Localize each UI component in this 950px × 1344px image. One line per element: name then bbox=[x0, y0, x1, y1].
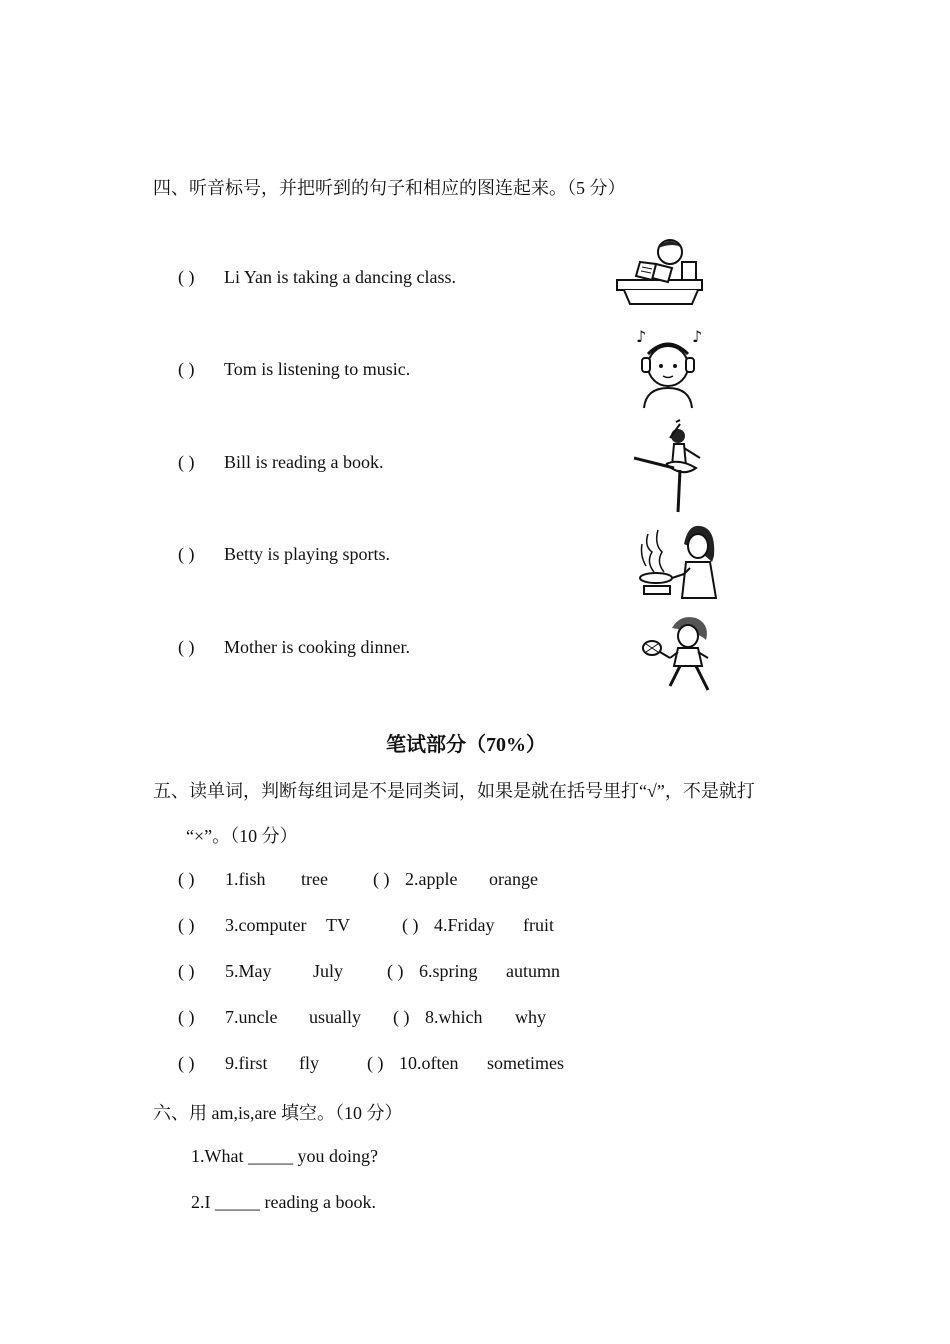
listening-item-2 bbox=[178, 359, 410, 380]
word: 5.May bbox=[225, 961, 272, 981]
answer-bracket[interactable]: ( ) bbox=[178, 544, 195, 564]
answer-bracket[interactable]: ( ) bbox=[387, 961, 404, 981]
answer-bracket[interactable]: ( ) bbox=[402, 915, 419, 935]
sentence-text: Li Yan is taking a dancing class. bbox=[224, 267, 456, 287]
answer-bracket[interactable]: ( ) bbox=[178, 961, 195, 981]
boy-listening-music-picture[interactable] bbox=[630, 326, 710, 410]
svg-text:♪: ♪ bbox=[692, 327, 703, 346]
answer-bracket[interactable]: ( ) bbox=[393, 1007, 410, 1027]
word: 3.computer bbox=[225, 915, 307, 935]
answer-bracket[interactable]: ( ) bbox=[178, 267, 195, 287]
word: usually bbox=[309, 1007, 361, 1027]
word: 7.uncle bbox=[225, 1007, 278, 1027]
listening-item-1 bbox=[178, 267, 456, 288]
word: 2.apple bbox=[405, 869, 458, 889]
section-4-heading: 四、听音标号，并把听到的句子和相应的图连起来。（5 分） bbox=[153, 178, 626, 198]
answer-bracket[interactable]: ( ) bbox=[178, 359, 195, 379]
answer-bracket[interactable]: ( ) bbox=[178, 869, 195, 889]
word: 10.often bbox=[399, 1053, 459, 1073]
word: autumn bbox=[506, 961, 560, 981]
section-5-heading-line2: “×”。（10 分） bbox=[186, 826, 298, 846]
listening-item-3 bbox=[178, 452, 383, 473]
word: 4.Friday bbox=[434, 915, 495, 935]
word: July bbox=[313, 961, 344, 981]
word: sometimes bbox=[487, 1053, 564, 1073]
section-5-heading-line1: 五、读单词，判断每组词是不是同类词，如果是就在括号里打“√”，不是就打 bbox=[153, 781, 755, 801]
word: why bbox=[515, 1007, 546, 1027]
sentence-text: Bill is reading a book. bbox=[224, 452, 384, 472]
answer-bracket[interactable]: ( ) bbox=[367, 1053, 384, 1073]
svg-text:♪: ♪ bbox=[636, 327, 647, 346]
word: tree bbox=[301, 869, 328, 889]
girl-dancing-picture[interactable] bbox=[630, 418, 710, 514]
word: fly bbox=[299, 1053, 319, 1073]
answer-bracket[interactable]: ( ) bbox=[178, 452, 195, 472]
answer-bracket[interactable]: ( ) bbox=[178, 1053, 195, 1073]
written-section-title: 笔试部分（70%） bbox=[386, 734, 546, 756]
word: 8.which bbox=[425, 1007, 483, 1027]
girl-playing-tennis-picture[interactable] bbox=[636, 614, 718, 696]
section-6-heading: 六、用 am,is,are 填空。（10 分） bbox=[153, 1103, 403, 1123]
listening-item-5 bbox=[178, 637, 410, 658]
listening-item-4 bbox=[178, 544, 390, 565]
word: 6.spring bbox=[419, 961, 478, 981]
sentence-text: Tom is listening to music. bbox=[224, 359, 411, 379]
answer-bracket[interactable]: ( ) bbox=[373, 869, 390, 889]
word: TV bbox=[326, 915, 350, 935]
sentence-text: Mother is cooking dinner. bbox=[224, 637, 410, 657]
answer-bracket[interactable]: ( ) bbox=[178, 915, 195, 935]
woman-cooking-picture[interactable] bbox=[636, 522, 718, 602]
word: fruit bbox=[523, 915, 554, 935]
answer-bracket[interactable]: ( ) bbox=[178, 637, 195, 657]
word: 1.fish bbox=[225, 869, 266, 889]
fill-blank-item-2[interactable]: 2.I _____ reading a book. bbox=[191, 1192, 376, 1212]
fill-blank-item-1[interactable]: 1.What _____ you doing? bbox=[191, 1146, 378, 1166]
sentence-text: Betty is playing sports. bbox=[224, 544, 390, 564]
word: 9.first bbox=[225, 1053, 268, 1073]
answer-bracket[interactable]: ( ) bbox=[178, 1007, 195, 1027]
word: orange bbox=[489, 869, 538, 889]
boy-reading-picture[interactable] bbox=[612, 234, 707, 314]
